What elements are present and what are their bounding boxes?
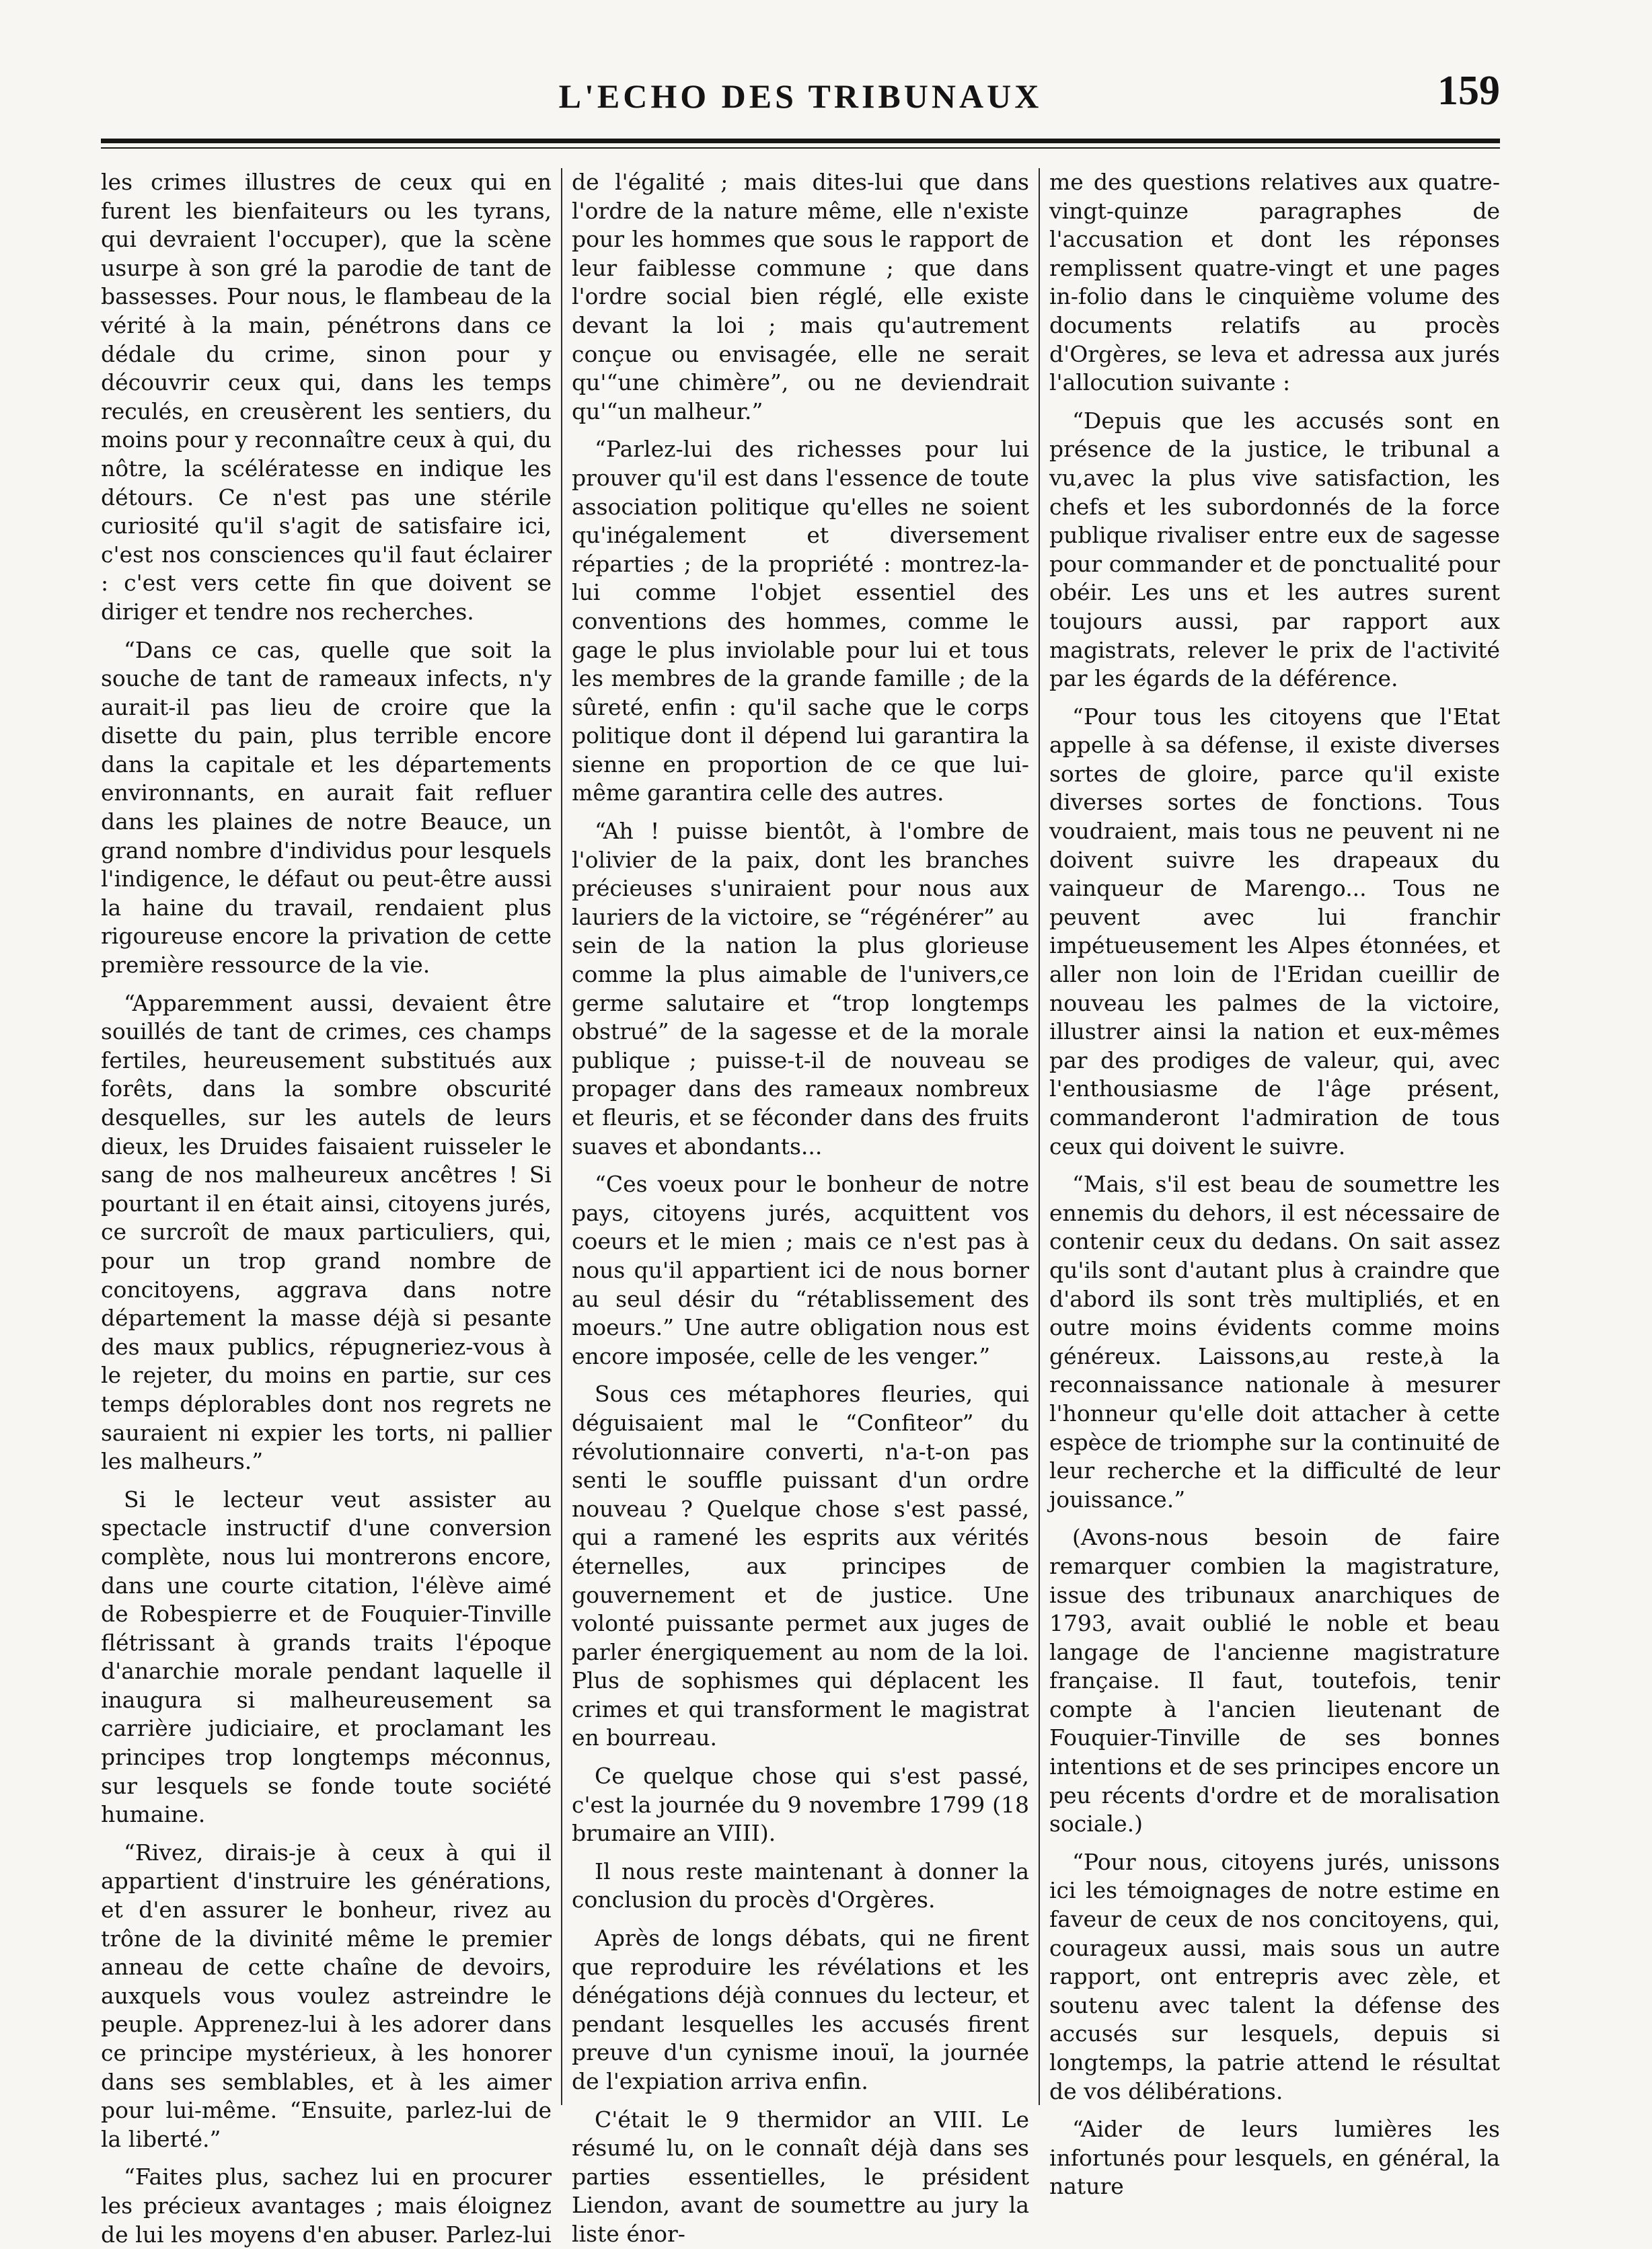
paragraph: “Aider de leurs lumières les infortunés pour lesquels, en général, la nature bbox=[1049, 2116, 1500, 2200]
paragraph: les crimes illustres de ceux qui en furent les bienfaiteurs ou les tyrans, qui devraient l'occuper), que la scène usurpe à son gré la parodie de tant de bassesses. Pour nous, le flambeau de la vérité à la main, pénétrons dans ce dédale du crime, sinon pour y découvrir ceux qui, dans les temps reculés, en creusèrent les sentiers, du moins pour y reconnaître ceux à qui, du nôtre, la scélératesse en indique les détours. Ce n'est pas une stérile curiosité qu'il s'agit de satisfaire ici, c'est nos consciences qu'il faut éclairer : c'est vers cette fin que doivent se diriger et tendre nos recherches. bbox=[101, 169, 552, 625]
running-title: L'ECHO DES TRIBUNAUX bbox=[558, 77, 1043, 115]
paragraph: “Ces voeux pour le bonheur de notre pays, citoyens jurés, acquittent vos coeurs et le mien ; mais ce n'est pas à nous qu'il appartient ici de nous borner au seul désir du “rétablissement des moeurs.” Une autre obligation nous est encore imposée, celle de les venger.” bbox=[572, 1171, 1029, 1369]
text-column-2 bbox=[572, 168, 1029, 2247]
header-rule-thick bbox=[101, 139, 1500, 143]
paragraph: C'était le 9 thermidor an VIII. Le résumé lu, on le connaît déjà dans ses parties essentielles, le président Liendon, avant de soumettre au jury la liste énor- bbox=[572, 2106, 1029, 2247]
paragraph: (Avons-nous besoin de faire remarquer combien la magistrature, issue des tribunaux anarchiques de 1793, avait oublié le noble et beau langage de l'ancienne magistrature française. Il faut, toutefois, tenir compte à l'ancien lieutenant de Fouquier-Tinville de ses bonnes intentions et de ses principes encore un peu récents d'ordre et de moralisation sociale.) bbox=[1049, 1524, 1500, 1837]
header-rule-thin bbox=[101, 147, 1500, 149]
text-column-3 bbox=[1049, 168, 1500, 2200]
paragraph: Si le lecteur veut assister au spectacle instructif d'une conversion complète, nous lui montrerons encore, dans une courte citation, l'élève aimé de Robespierre et de Fouquier-Tinville flétrissant à grands traits l'époque d'anarchie morale pendant laquelle il inaugura si malheureusement sa carrière judiciaire, et proclamant les principes trop longtemps méconnus, sur lesquels se fonde toute société humaine. bbox=[101, 1486, 552, 1828]
page-header bbox=[101, 65, 1500, 125]
paragraph: “Depuis que les accusés sont en présence de la justice, le tribunal a vu,avec la plus vive satisfaction, les chefs et les subordonnés de la force publique rivaliser entre eux de sagesse pour commander et de ponctualité pour obéir. Les uns et les autres surent toujours aussi, par rapport aux magistrats, relever le prix de l'activité par les égards de la déférence. bbox=[1049, 407, 1500, 692]
paragraph: Il nous reste maintenant à donner la conclusion du procès d'Orgères. bbox=[572, 1858, 1029, 1913]
paragraph: Ce quelque chose qui s'est passé, c'est la journée du 9 novembre 1799 (18 brumaire an VIII). bbox=[572, 1763, 1029, 1847]
paragraph: “Apparemment aussi, devaient être souillés de tant de crimes, ces champs fertiles, heureusement substitués aux forêts, dans la sombre obscurité desquelles, sur les autels de leurs dieux, les Druides faisaient ruisseler le sang de nos malheureux ancêtres ! Si pourtant il en était ainsi, citoyens jurés, ce surcroît de maux particuliers, qui, pour un trop grand nombre de concitoyens, aggrava dans notre département la masse déjà si pesante des maux publics, répugneriez-vous à le rejeter, du moins en partie, sur ces temps déplorables dont nos regrets ne sauraient ni expier les torts, ni pallier les malheurs.” bbox=[101, 989, 552, 1475]
paragraph: Sous ces métaphores fleuries, qui déguisaient mal le “Confiteor” du révolutionnaire converti, n'a-t-on pas senti le souffle puissant d'un ordre nouveau ? Quelque chose s'est passé, qui a ramené les esprits aux vérités éternelles, aux principes de gouvernement et de justice. Une volonté puissante permet aux juges de parler énergiquement au nom de la loi. Plus de sophismes qui déplacent les crimes et qui transforment le magistrat en bourreau. bbox=[572, 1381, 1029, 1751]
paragraph: “Pour tous les citoyens que l'Etat appelle à sa défense, il existe diverses sortes de gloire, parce qu'il existe diverses sortes de fonctions. Tous voudraient, mais tous ne peuvent ni ne doivent suivre les drapeaux du vainqueur de Marengo... Tous ne peuvent avec lui franchir impétueusement les Alpes étonnées, et aller non loin de l'Eridan cueillir de nouveau les palmes de la victoire, illustrer ainsi la nation et eux-mêmes par des prodiges de valeur, qui, avec l'enthousiasme de l'âge présent, commanderont l'admiration de tous ceux qui doivent le suivre. bbox=[1049, 703, 1500, 1159]
paragraph: “Pour nous, citoyens jurés, unissons ici les témoignages de notre estime en faveur de ceux de nos concitoyens, qui, courageux aussi, mais sous un autre rapport, ont entrepris avec zèle, et soutenu avec talent la défense des accusés sur lesquels, depuis si longtemps, la patrie attend le résultat de vos délibérations. bbox=[1049, 1848, 1500, 2104]
paragraph: me des questions relatives aux quatre-vingt-quinze paragraphes de l'accusation et dont les réponses remplissent quatre-vingt et une pages in-folio dans le cinquième volume des documents relatifs au procès d'Orgères, se leva et adressa aux jurés l'allocution suivante : bbox=[1049, 169, 1500, 396]
text-column-1 bbox=[101, 168, 552, 2248]
paragraph: “Faites plus, sachez lui en procurer les précieux avantages ; mais éloignez de lui les moyens d'en abuser. Parlez-lui bbox=[101, 2164, 552, 2248]
paragraph: “Rivez, dirais-je à ceux à qui il appartient d'instruire les générations, et d'en assurer le bonheur, rivez au trône de la divinité même le premier anneau de cette chaîne de devoirs, auxquels vous voulez astreindre le peuple. Apprenez-lui à les adorer dans ce principe mystérieux, à les honorer dans ses semblables, et à les aimer pour lui-même. “Ensuite, parlez-lui de la liberté.” bbox=[101, 1839, 552, 2152]
paragraph: “Parlez-lui des richesses pour lui prouver qu'il est dans l'essence de toute association politique qu'elles ne soient qu'inégalement et diversement réparties ; de la propriété : montrez-la-lui comme l'objet essentiel des conventions des hommes, comme le gage le plus inviolable pour lui et tous les membres de la grande famille ; de la sûreté, enfin : qu'il sache que le corps politique dont il dépend lui garantira la sienne en proportion de ce que lui-même garantira celle des autres. bbox=[572, 436, 1029, 806]
paragraph: “Dans ce cas, quelle que soit la souche de tant de rameaux infects, n'y aurait-il pas lieu de croire que la disette du pain, plus terrible encore dans la capitale et les départements environnants, en aurait fait refluer dans les plaines de notre Beauce, un grand nombre d'individus pour lesquels l'indigence, le défaut ou peut-être aussi la haine du travail, rendaient plus rigoureuse encore la privation de cette première ressource de la vie. bbox=[101, 636, 552, 979]
paragraph: “Ah ! puisse bientôt, à l'ombre de l'olivier de la paix, dont les branches précieuses s'uniraient pour nous aux lauriers de la victoire, se “régénérer” au sein de la nation la plus glorieuse comme la plus aimable de l'univers,ce germe salutaire et “trop longtemps obstrué” de la sagesse et de la morale publique ; puisse-t-il de nouveau se propager dans des rameaux nombreux et fleuris, et se féconder dans des fruits suaves et abondants... bbox=[572, 818, 1029, 1159]
paragraph: de l'égalité ; mais dites-lui que dans l'ordre de la nature même, elle n'existe pour les hommes que sous le rapport de leur faiblesse commune ; que dans l'ordre social bien réglé, elle existe devant la loi ; mais qu'autrement conçue ou envisagée, elle ne serait qu'“une chimère”, ou ne deviendrait qu'“un malheur.” bbox=[572, 169, 1029, 424]
column-divider-1 bbox=[561, 168, 562, 2105]
column-divider-2 bbox=[1039, 168, 1040, 2105]
page-number: 159 bbox=[1437, 68, 1500, 114]
paragraph: “Mais, s'il est beau de soumettre les ennemis du dehors, il est nécessaire de contenir ceux du dedans. On sait assez qu'ils sont d'autant plus à craindre que d'abord ils sont très multipliés, et en outre moins évidents comme moins généreux. Laissons,au reste,à la reconnaissance nationale à mesurer l'honneur qu'elle doit attacher à cette espèce de triomphe sur la continuité de leur recherche et la difficulté de leur jouissance.” bbox=[1049, 1171, 1500, 1513]
paragraph: Après de longs débats, qui ne firent que reproduire les révélations et les dénégations déjà connues du lecteur, et pendant lesquelles les accusés firent preuve d'un cynisme inouï, la journée de l'expiation arriva enfin. bbox=[572, 1925, 1029, 2094]
